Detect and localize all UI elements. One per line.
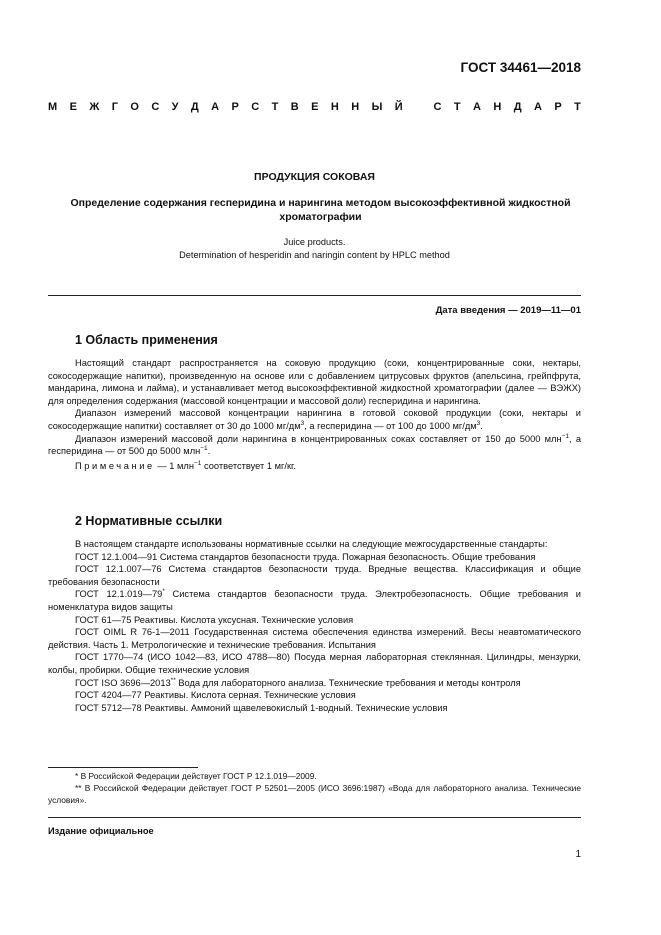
page-number: 1 (575, 849, 581, 860)
paragraph: В настоящем стандарте использованы нормативные ссылки на следующие межгосударственные стандарты: (75, 539, 548, 549)
banner-letter: С (151, 101, 160, 113)
banner-letter: М (48, 101, 58, 113)
banner-letter: Н (330, 101, 339, 113)
note: Примечание — 1 млн$^{-1}$ соответствует 1 мг/кг. (75, 459, 296, 471)
reference-item: ГОСТ ISO 3696—2013** Вода для лабораторного анализа. Технические требования и методы контроля (75, 676, 521, 688)
banner-letter: А (533, 101, 542, 113)
banner-letter: Н (351, 101, 360, 113)
banner-letter: Е (69, 101, 77, 113)
section-2-heading: 2 Нормативные ссылки (75, 514, 223, 528)
section-2-body (48, 538, 581, 714)
paragraph: Диапазон измерений массовой концентрации нарингина в готовой соковой продукции (соки, нектары и сокосодержащие напитки) составляет от 30 до 1000 $мг/дм^3$, а гесперидина — от 100 до 1000 $мг/дм^3$. (48, 408, 581, 431)
footnote-divider (48, 767, 198, 768)
reference-item: ГОСТ 12.1.019—79* Система стандартов безопасности труда. Электробезопасность. Общие требования и номенклатура видов защиты (48, 588, 581, 612)
banner-letter: Й (394, 101, 403, 113)
official-edition-label: Издание официальное (48, 826, 154, 836)
footnote: ** В Российской Федерации действует ГОСТ Р 52501—2005 (ИСО 3696:1987) «Вода для лабораторного анализа. Технические условия». (48, 783, 581, 805)
section-1-heading: 1 Область применения (75, 333, 218, 347)
banner-letter: О (130, 101, 139, 113)
banner-letter: Д (513, 101, 522, 113)
footnote: * В Российской Федерации действует ГОСТ Р 12.1.019—2009. (75, 771, 317, 781)
english-title-line: Juice products. (283, 237, 346, 247)
banner-letter: С (433, 101, 442, 113)
banner-letter: Д (190, 101, 199, 113)
banner-letter: А (211, 101, 220, 113)
banner-letter: Р (231, 101, 239, 113)
reference-item: ГОСТ 12.1.004—91 Система стандартов безопасности труда. Пожарная безопасность. Общие требования (75, 551, 536, 562)
english-title-line: Determination of hesperidin and naringin content by HPLC method (179, 250, 450, 260)
banner-letter: Е (311, 101, 319, 113)
banner-letter: В (290, 101, 299, 113)
paragraph: Настоящий стандарт распространяется на соковую продукцию (соки, концентрированные соки, нектары, сокосодержащие напитки), произведенную на основе или с добавлением цитрусовых фруктов (апельсина, грейпфрута, мандарина, лимона и лайма), и устанавливает метод высокоэффективной жидкостной хроматографии (далее — ВЭЖХ) для определения содержания (массовой концентрации и массовой доли) гесперидина и нарингина. (48, 358, 581, 406)
banner-letter: Ж (89, 101, 100, 113)
standard-id: ГОСТ 34461—2018 (460, 60, 581, 75)
banner-letter: Р (554, 101, 562, 113)
banner-letter: С (251, 101, 260, 113)
title-divider (48, 295, 581, 296)
banner-letter: Т (271, 101, 279, 113)
english-title (48, 236, 581, 262)
reference-item: ГОСТ 61—75 Реактивы. Кислота уксусная. Технические условия (75, 614, 354, 625)
note-label: Примечание (75, 460, 155, 471)
introduction-date: Дата введения — 2019—11—01 (435, 305, 581, 316)
reference-item: ГОСТ 12.1.007—76 Система стандартов безопасности труда. Вредные вещества. Классификация и общие требования безопасности (48, 564, 581, 587)
banner-letter: У (171, 101, 179, 113)
footnotes (48, 770, 581, 806)
banner-gap (415, 101, 421, 113)
reference-item: ГОСТ 1770—74 (ИСО 1042—83, ИСО 4788—80) Посуда мерная лабораторная стеклянная. Цилиндры, мензурки, колбы, пробирки. Общие технические условия (48, 652, 581, 675)
banner-letter: Ы (371, 101, 383, 113)
banner-letter: Т (453, 101, 461, 113)
banner-letter: Г (111, 101, 118, 113)
section-1-body (48, 357, 581, 472)
paragraph: Диапазон измерений массовой доли нарингина в концентрированных соках составляет от 150 до 5000 млн$^{-1}$, а гесперидина — от 500 до 5000 млн$^{-1}$. (48, 432, 581, 457)
banner-letter: Т (574, 101, 581, 113)
reference-item: ГОСТ 4204—77 Реактивы. Кислота серная. Технические условия (75, 690, 356, 701)
interstate-standard-banner (48, 101, 581, 113)
reference-item: ГОСТ OIML R 76-1—2011 Государственная система обеспечения единства измерений. Весы неавтоматического действия. Часть 1. Метрологические и технические требования. Испытания (48, 627, 581, 650)
reference-item: ГОСТ 5712—78 Реактивы. Аммоний щавелевокислый 1-водный. Технические условия (75, 702, 448, 713)
document-title: ПРОДУКЦИЯ СОКОВАЯ (254, 171, 375, 183)
banner-letter: А (473, 101, 481, 113)
banner-letter: Н (493, 101, 502, 113)
official-divider (48, 817, 581, 818)
document-subtitle: Определение содержания гесперидина и нарингина методом высокоэффективной жидкостной хроматографии (70, 197, 571, 223)
